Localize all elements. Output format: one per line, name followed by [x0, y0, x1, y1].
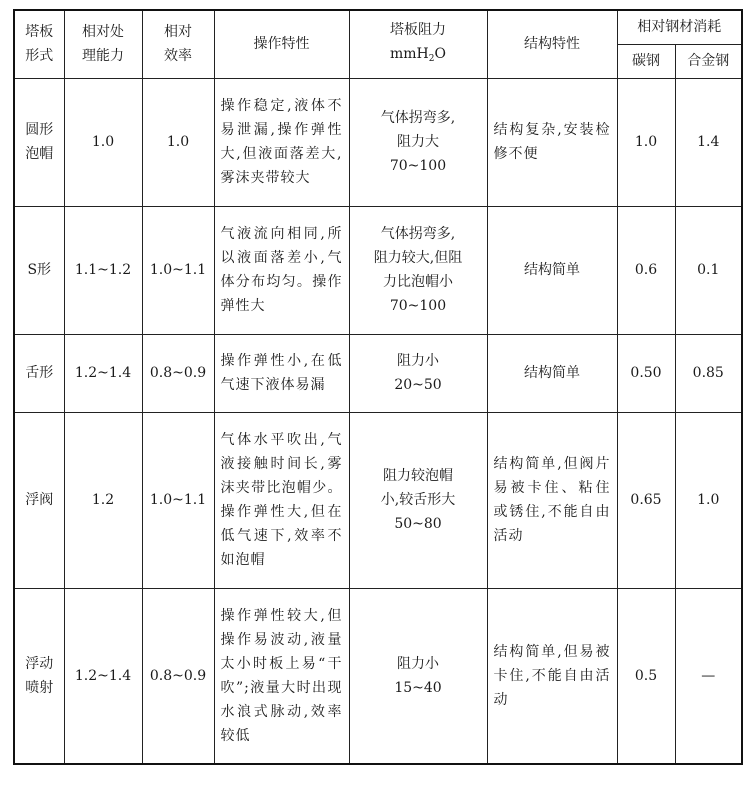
form-line1: 舌形	[25, 365, 54, 381]
table-row	[14, 334, 742, 412]
resistance-line1: 气体拐弯多,	[380, 110, 456, 126]
cell-alloy: —	[675, 588, 742, 764]
header-form-line2: 形式	[25, 48, 54, 65]
resistance-line2: 15~40	[394, 679, 442, 696]
form-line1: 浮动	[25, 655, 54, 672]
header-resistance	[349, 10, 487, 78]
resistance-line3: 50~80	[394, 516, 442, 532]
header-form	[14, 10, 64, 78]
cell-capacity: 1.2~1.4	[64, 588, 142, 764]
cell-operation: 操作弹性小,在低气速下液体易漏	[214, 334, 349, 412]
table-row	[14, 206, 742, 334]
cell-capacity: 1.1~1.2	[64, 206, 142, 334]
cell-form	[14, 334, 64, 412]
form-line2: 喷射	[25, 679, 54, 696]
header-efficiency-line2: 效率	[164, 48, 192, 65]
cell-structure: 结构复杂,安装检修不便	[487, 78, 617, 206]
cell-form	[14, 78, 64, 206]
cell-alloy: 1.0	[675, 412, 742, 588]
resistance-line3: 力比泡帽小	[383, 274, 453, 290]
cell-operation: 气液流向相同,所以液面落差小,气体分布均匀。操作弹性大	[214, 206, 349, 334]
cell-capacity: 1.0	[64, 78, 142, 206]
table-row	[14, 78, 742, 206]
cell-resistance	[349, 588, 487, 764]
resistance-line1: 气体拐弯多,	[380, 226, 456, 242]
cell-alloy: 0.1	[675, 206, 742, 334]
cell-resistance	[349, 206, 487, 334]
resistance-line4: 70~100	[389, 298, 447, 314]
header-form-line1: 塔板	[25, 24, 54, 41]
cell-carbon: 1.0	[617, 78, 675, 206]
header-structure: 结构特性	[487, 10, 617, 78]
cell-carbon: 0.6	[617, 206, 675, 334]
header-efficiency	[142, 10, 214, 78]
cell-carbon: 0.50	[617, 334, 675, 412]
resistance-line3: 70~100	[389, 158, 447, 174]
cell-efficiency: 1.0~1.1	[142, 412, 214, 588]
cell-operation: 气体水平吹出,气液接触时间长,雾沫夹带比泡帽少。操作弹性大,但在低气速下,效率不如泡帽	[214, 412, 349, 588]
cell-resistance	[349, 412, 487, 588]
cell-resistance	[349, 78, 487, 206]
unit-subscript: 2	[428, 53, 435, 64]
cell-alloy: 1.4	[675, 78, 742, 206]
form-line1: 圆形	[25, 122, 54, 138]
header-capacity	[64, 10, 142, 78]
cell-structure: 结构简单,但阀片易被卡住、粘住或锈住,不能自由活动	[487, 412, 617, 588]
cell-efficiency: 0.8~0.9	[142, 334, 214, 412]
cell-resistance	[349, 334, 487, 412]
cell-efficiency: 0.8~0.9	[142, 588, 214, 764]
header-carbon: 碳钢	[617, 44, 675, 78]
table-row	[14, 412, 742, 588]
resistance-line2: 小,较舌形大	[380, 492, 456, 508]
cell-structure: 结构简单	[487, 334, 617, 412]
unit-o: O	[434, 45, 446, 62]
header-resistance-title: 塔板阻力	[390, 21, 446, 38]
cell-operation: 操作弹性较大,但操作易波动,液量太小时板上易“干吹”;液量大时出现水浪式脉动,效率较低	[214, 588, 349, 764]
table-row	[14, 588, 742, 764]
cell-carbon: 0.5	[617, 588, 675, 764]
form-line1: 浮阀	[25, 492, 54, 508]
cell-capacity: 1.2	[64, 412, 142, 588]
form-line2: 泡帽	[25, 146, 54, 162]
tray-comparison-table	[13, 9, 743, 765]
header-operation: 操作特性	[214, 10, 349, 78]
resistance-line1: 阻力小	[397, 353, 439, 369]
cell-alloy: 0.85	[675, 334, 742, 412]
header-steel: 相对钢材消耗	[617, 10, 742, 44]
cell-capacity: 1.2~1.4	[64, 334, 142, 412]
header-resistance-unit	[356, 42, 481, 71]
resistance-line2: 阻力大	[397, 134, 439, 150]
resistance-line1: 阻力较泡帽	[383, 468, 453, 484]
header-alloy: 合金钢	[675, 44, 742, 78]
header-capacity-line1: 相对处	[82, 24, 124, 41]
resistance-line2: 20~50	[394, 377, 442, 393]
cell-form	[14, 588, 64, 764]
cell-operation: 操作稳定,液体不易泄漏,操作弹性大,但液面落差大,雾沫夹带较大	[214, 78, 349, 206]
cell-carbon: 0.65	[617, 412, 675, 588]
unit-mmh: mmH	[390, 45, 429, 62]
header-efficiency-line1: 相对	[164, 24, 192, 41]
cell-form	[14, 206, 64, 334]
cell-structure: 结构简单	[487, 206, 617, 334]
table-wrapper	[13, 9, 743, 765]
cell-structure: 结构简单,但易被卡住,不能自由活动	[487, 588, 617, 764]
header-capacity-line2: 理能力	[82, 48, 124, 65]
resistance-line1: 阻力小	[397, 655, 439, 672]
cell-efficiency: 1.0	[142, 78, 214, 206]
cell-form	[14, 412, 64, 588]
header-row-1	[14, 10, 742, 44]
form-line1: S形	[27, 262, 52, 278]
cell-efficiency: 1.0~1.1	[142, 206, 214, 334]
resistance-line2: 阻力较大,但阻	[373, 250, 463, 266]
